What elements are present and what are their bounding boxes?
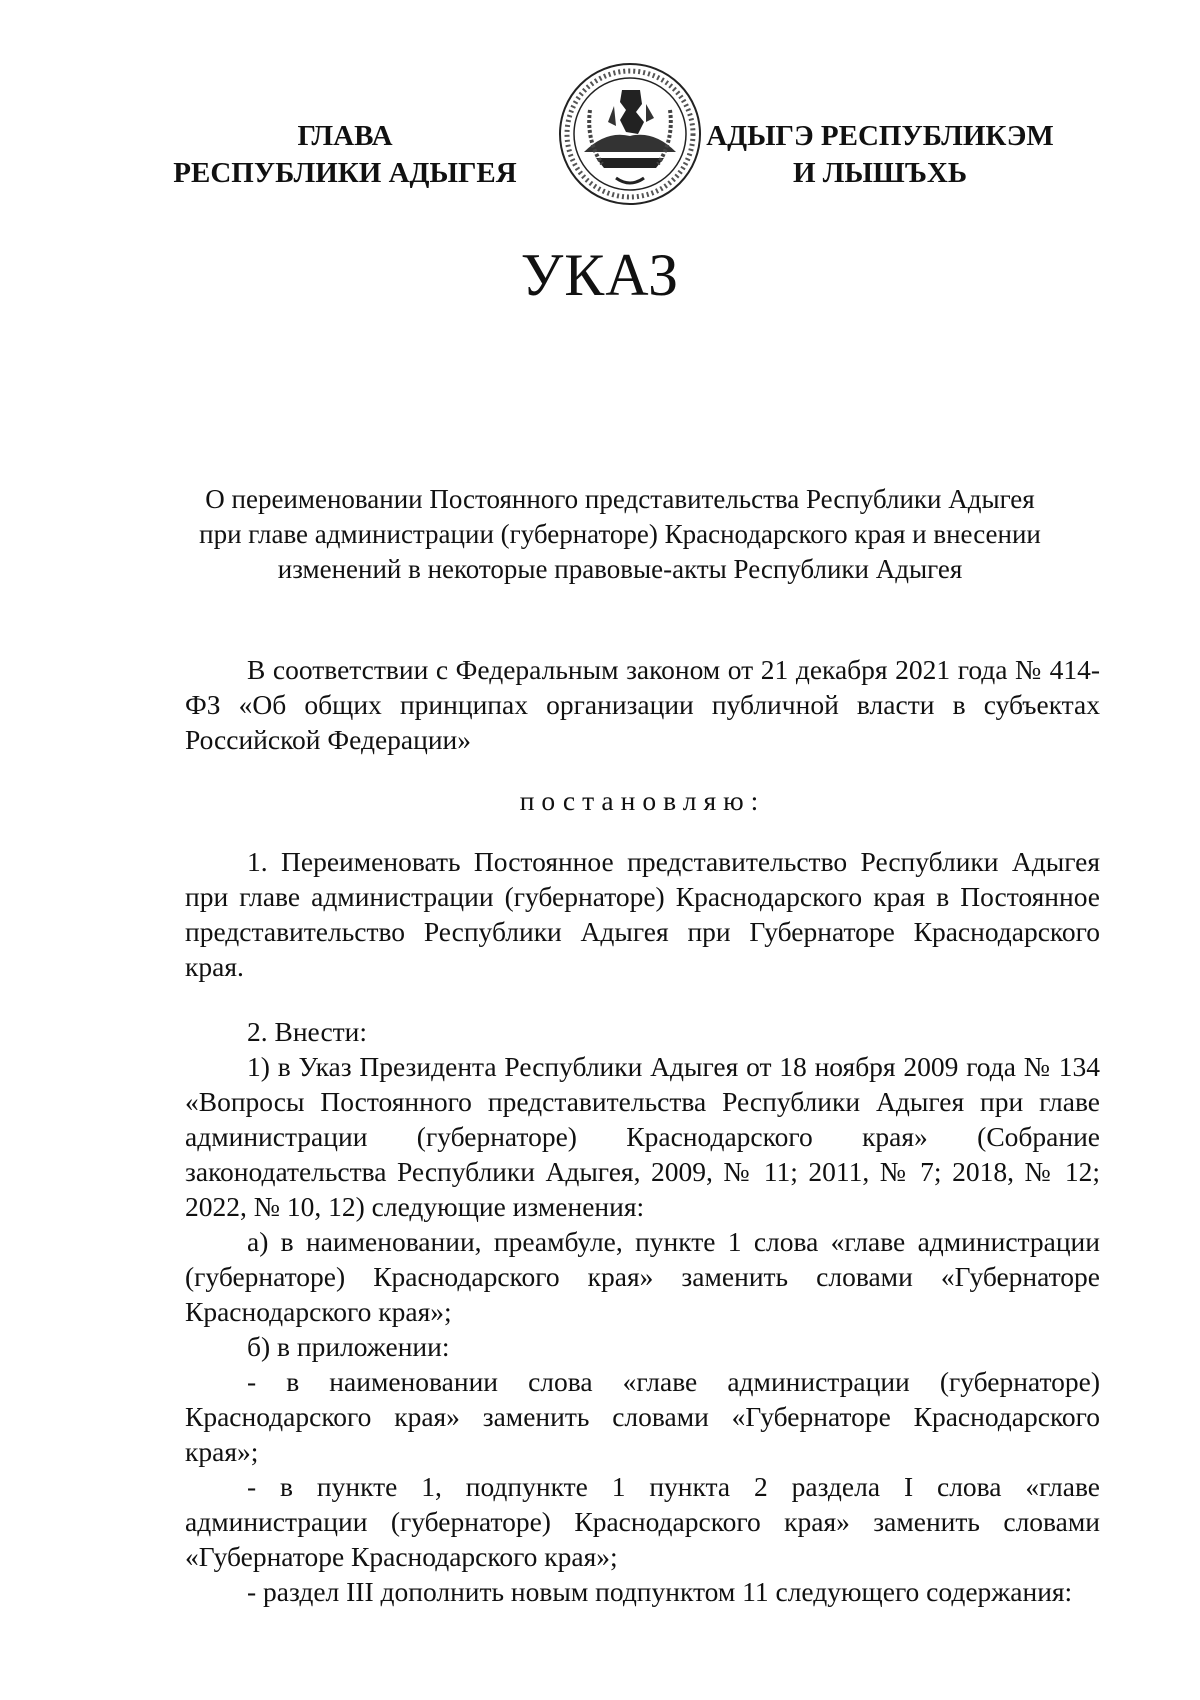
header-right-line2: И ЛЫШЪХЬ <box>792 157 968 189</box>
paragraph-2-item-1-b-dash-3: - раздел III дополнить новым подпунктом 11 следующего содержания: <box>247 1576 1073 1607</box>
paragraph-2-item-1-b-dash-1: - в наименовании слова «главе администрации (губернаторе) Краснодарского края» заменить словами «Губернаторе Краснодарского края»; <box>185 1366 1100 1467</box>
paragraph-2-item-1-b: б) в приложении: <box>247 1331 450 1362</box>
paragraph-1: 1. Переименовать Постоянное представительство Республики Адыгея при главе администрации (губернаторе) Краснодарского края в Постоянное представительство Республики Адыгея при Губернаторе Краснодарского края. <box>185 846 1100 982</box>
document-subject <box>180 482 1060 587</box>
paragraph-2-item-1-a: а) в наименовании, преамбуле, пункте 1 слова «главе администрации (губернаторе) Краснодарского края» заменить словами «Губернаторе Краснодарского края»; <box>185 1226 1100 1327</box>
subject-line-2: при главе администрации (губернаторе) Краснодарского края и внесении <box>199 519 1041 549</box>
subject-line-1: О переименовании Постоянного представительства Республики Адыгея <box>205 484 1035 514</box>
header-left-line1: ГЛАВА <box>297 120 393 152</box>
paragraph-2-item-1: 1) в Указ Президента Республики Адыгея от 18 ноября 2009 года № 134 «Вопросы Постоянного представительства Республики Адыгея при главе администрации (губернаторе) Краснодарского края» (Собрание законодательства Республики Адыгея, 2009, № 11; 2011, № 7; 2018, № 12; 2022, № 10, 12) следующие изменения: <box>185 1051 1100 1222</box>
header-right-line1: АДЫГЭ РЕСПУБЛИКЭМ <box>706 120 1054 152</box>
subject-line-3: изменений в некоторые правовые-акты Республики Адыгея <box>277 554 963 584</box>
header-left-line2: РЕСПУБЛИКИ АДЫГЕЯ <box>173 157 517 189</box>
document-type-title: УКАЗ <box>520 242 680 308</box>
decree-word: постановляю: <box>519 785 766 816</box>
header-left <box>170 118 520 192</box>
coat-of-arms-adygea-icon <box>556 60 704 208</box>
document-body <box>185 652 1100 1609</box>
paragraph-2-item-1-b-dash-2: - в пункте 1, подпункте 1 пункта 2 раздела I слова «главе администрации (губернаторе) Краснодарского края» заменить словами «Губернаторе Краснодарского края»; <box>185 1471 1100 1572</box>
paragraph-2: 2. Внести: <box>247 1016 368 1047</box>
preamble-paragraph: В соответствии с Федеральным законом от 21 декабря 2021 года № 414-ФЗ «Об общих принципах организации публичной власти в субъектах Российской Федерации» <box>185 654 1100 755</box>
header-right <box>705 118 1055 192</box>
